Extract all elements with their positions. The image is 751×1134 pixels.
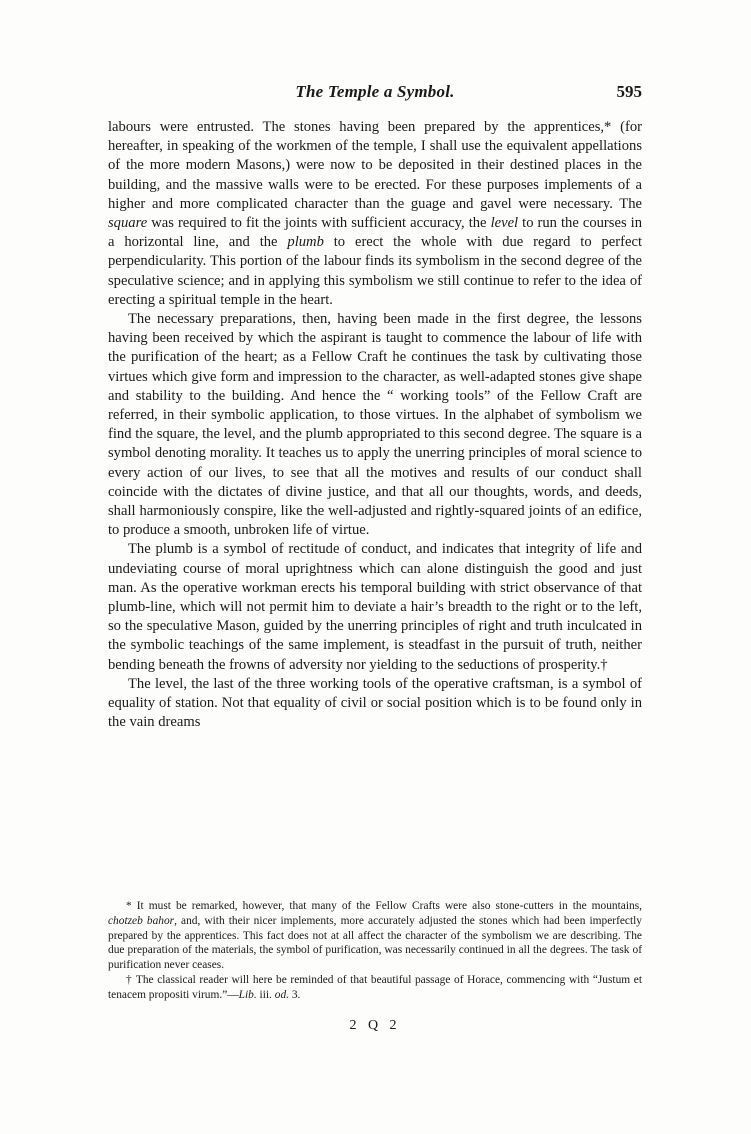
paragraph-4: The level, the last of the three working tools of the operative craftsman, is a symbol of equality of station. Not that equality of civil or social position which is to be found only in the vain dreams: [108, 675, 642, 731]
term-plumb: plumb: [287, 234, 324, 251]
signature-mark: 2 Q 2: [349, 1018, 401, 1033]
footnote-2-cite-lib: Lib.: [238, 988, 257, 1001]
paragraph-1-text-c: to run the courses in a horizontal line, and the: [108, 215, 642, 251]
footnote-1-text-b: , and, with their nicer implements, more accurately adjusted the stones which had been imperfectly prepared by the apprentices. This fact does not at all affect the character of the symbolism we are describing. The due preparation of the materials, the symbol of purification, was necessarily continued in all the degrees. The task of purification never ceases.: [108, 914, 642, 972]
footnote-2-text-c: 3.: [289, 988, 301, 1001]
footnote-2-cite-od: od.: [274, 988, 289, 1001]
paragraph-1-text-d: to erect the whole with due regard to perfect perpendicularity. This portion of the labour finds its symbolism in the second degree of the speculative science; and in applying this symbolism we still continue to refer to the idea of erecting a spiritual temple in the heart.: [108, 234, 642, 308]
page-header: [108, 82, 642, 108]
footnote-1-term: chotzeb bahor: [108, 914, 175, 927]
footnote-2-text-b: iii.: [256, 988, 275, 1001]
footnote-2: [108, 973, 642, 1003]
footnote-1-text-a: * It must be remarked, however, that many of the Fellow Crafts were also stone-cutters in the mountains,: [126, 900, 642, 912]
paragraph-1: [108, 118, 642, 310]
paragraph-1-text-b: was required to fit the joints with sufficient accuracy, the: [147, 215, 491, 232]
page-number: 595: [616, 82, 642, 101]
paragraph-1-text-a: labours were entrusted. The stones having been prepared by the apprentices,* (for hereafter, in speaking of the workmen of the temple, I shall use the equivalent appellations of the more modern Masons,) were now to be deposited in their destined places in the building, and the massive walls were to be erected. For these purposes implements of a higher and more complicated character than the guage and gavel were necessary. The: [108, 119, 642, 212]
term-level: level: [490, 215, 519, 232]
paragraph-2: The necessary preparations, then, having been made in the first degree, the lessons having been received by which the aspirant is taught to commence the labour of life with the purification of the heart; as a Fellow Craft he continues the task by cultivating those virtues which give form and impression to the character, as well-adapted stones give shape and stability to the building. And hence the “ working tools” of the Fellow Craft are referred, in their symbolic application, to those virtues. In the alphabet of symbolism we find the square, the level, and the plumb appropriated to this second degree. The square is a symbol denoting morality. It teaches us to apply the unerring principles of moral science to every action of our lives, to see that all the motives and results of our conduct shall coincide with the dictates of divine justice, and that all our thoughts, words, and deeds, shall harmoniously conspire, like the well-adjusted and rightly-squared joints of an edifice, to produce a smooth, unbroken life of virtue.: [108, 311, 642, 539]
paragraph-3: The plumb is a symbol of rectitude of conduct, and indicates that integrity of life and undeviating course of moral uprightness which can alone distinguish the good and just man. As the operative workman erects his temporal building with strict observance of that plumb-line, which will not permit him to deviate a hair’s breadth to the right or to the left, so the speculative Mason, guided by the unerring principles of right and truth inculcated in the symbolic teachings of the same implement, is steadfast in the pursuit of truth, neither bending beneath the frowns of adversity nor yielding to the seductions of prosperity.†: [108, 541, 642, 673]
term-square: square: [108, 215, 148, 232]
running-title: The Temple a Symbol.: [295, 82, 455, 101]
body-text: [108, 118, 642, 733]
footnote-1: [108, 899, 642, 973]
footnotes: [108, 899, 642, 1003]
footnote-2-text-a: † The classical reader will here be reminded of that beautiful passage of Horace, commencing with “Justum et tenacem propositi virum.”—: [108, 973, 642, 1001]
